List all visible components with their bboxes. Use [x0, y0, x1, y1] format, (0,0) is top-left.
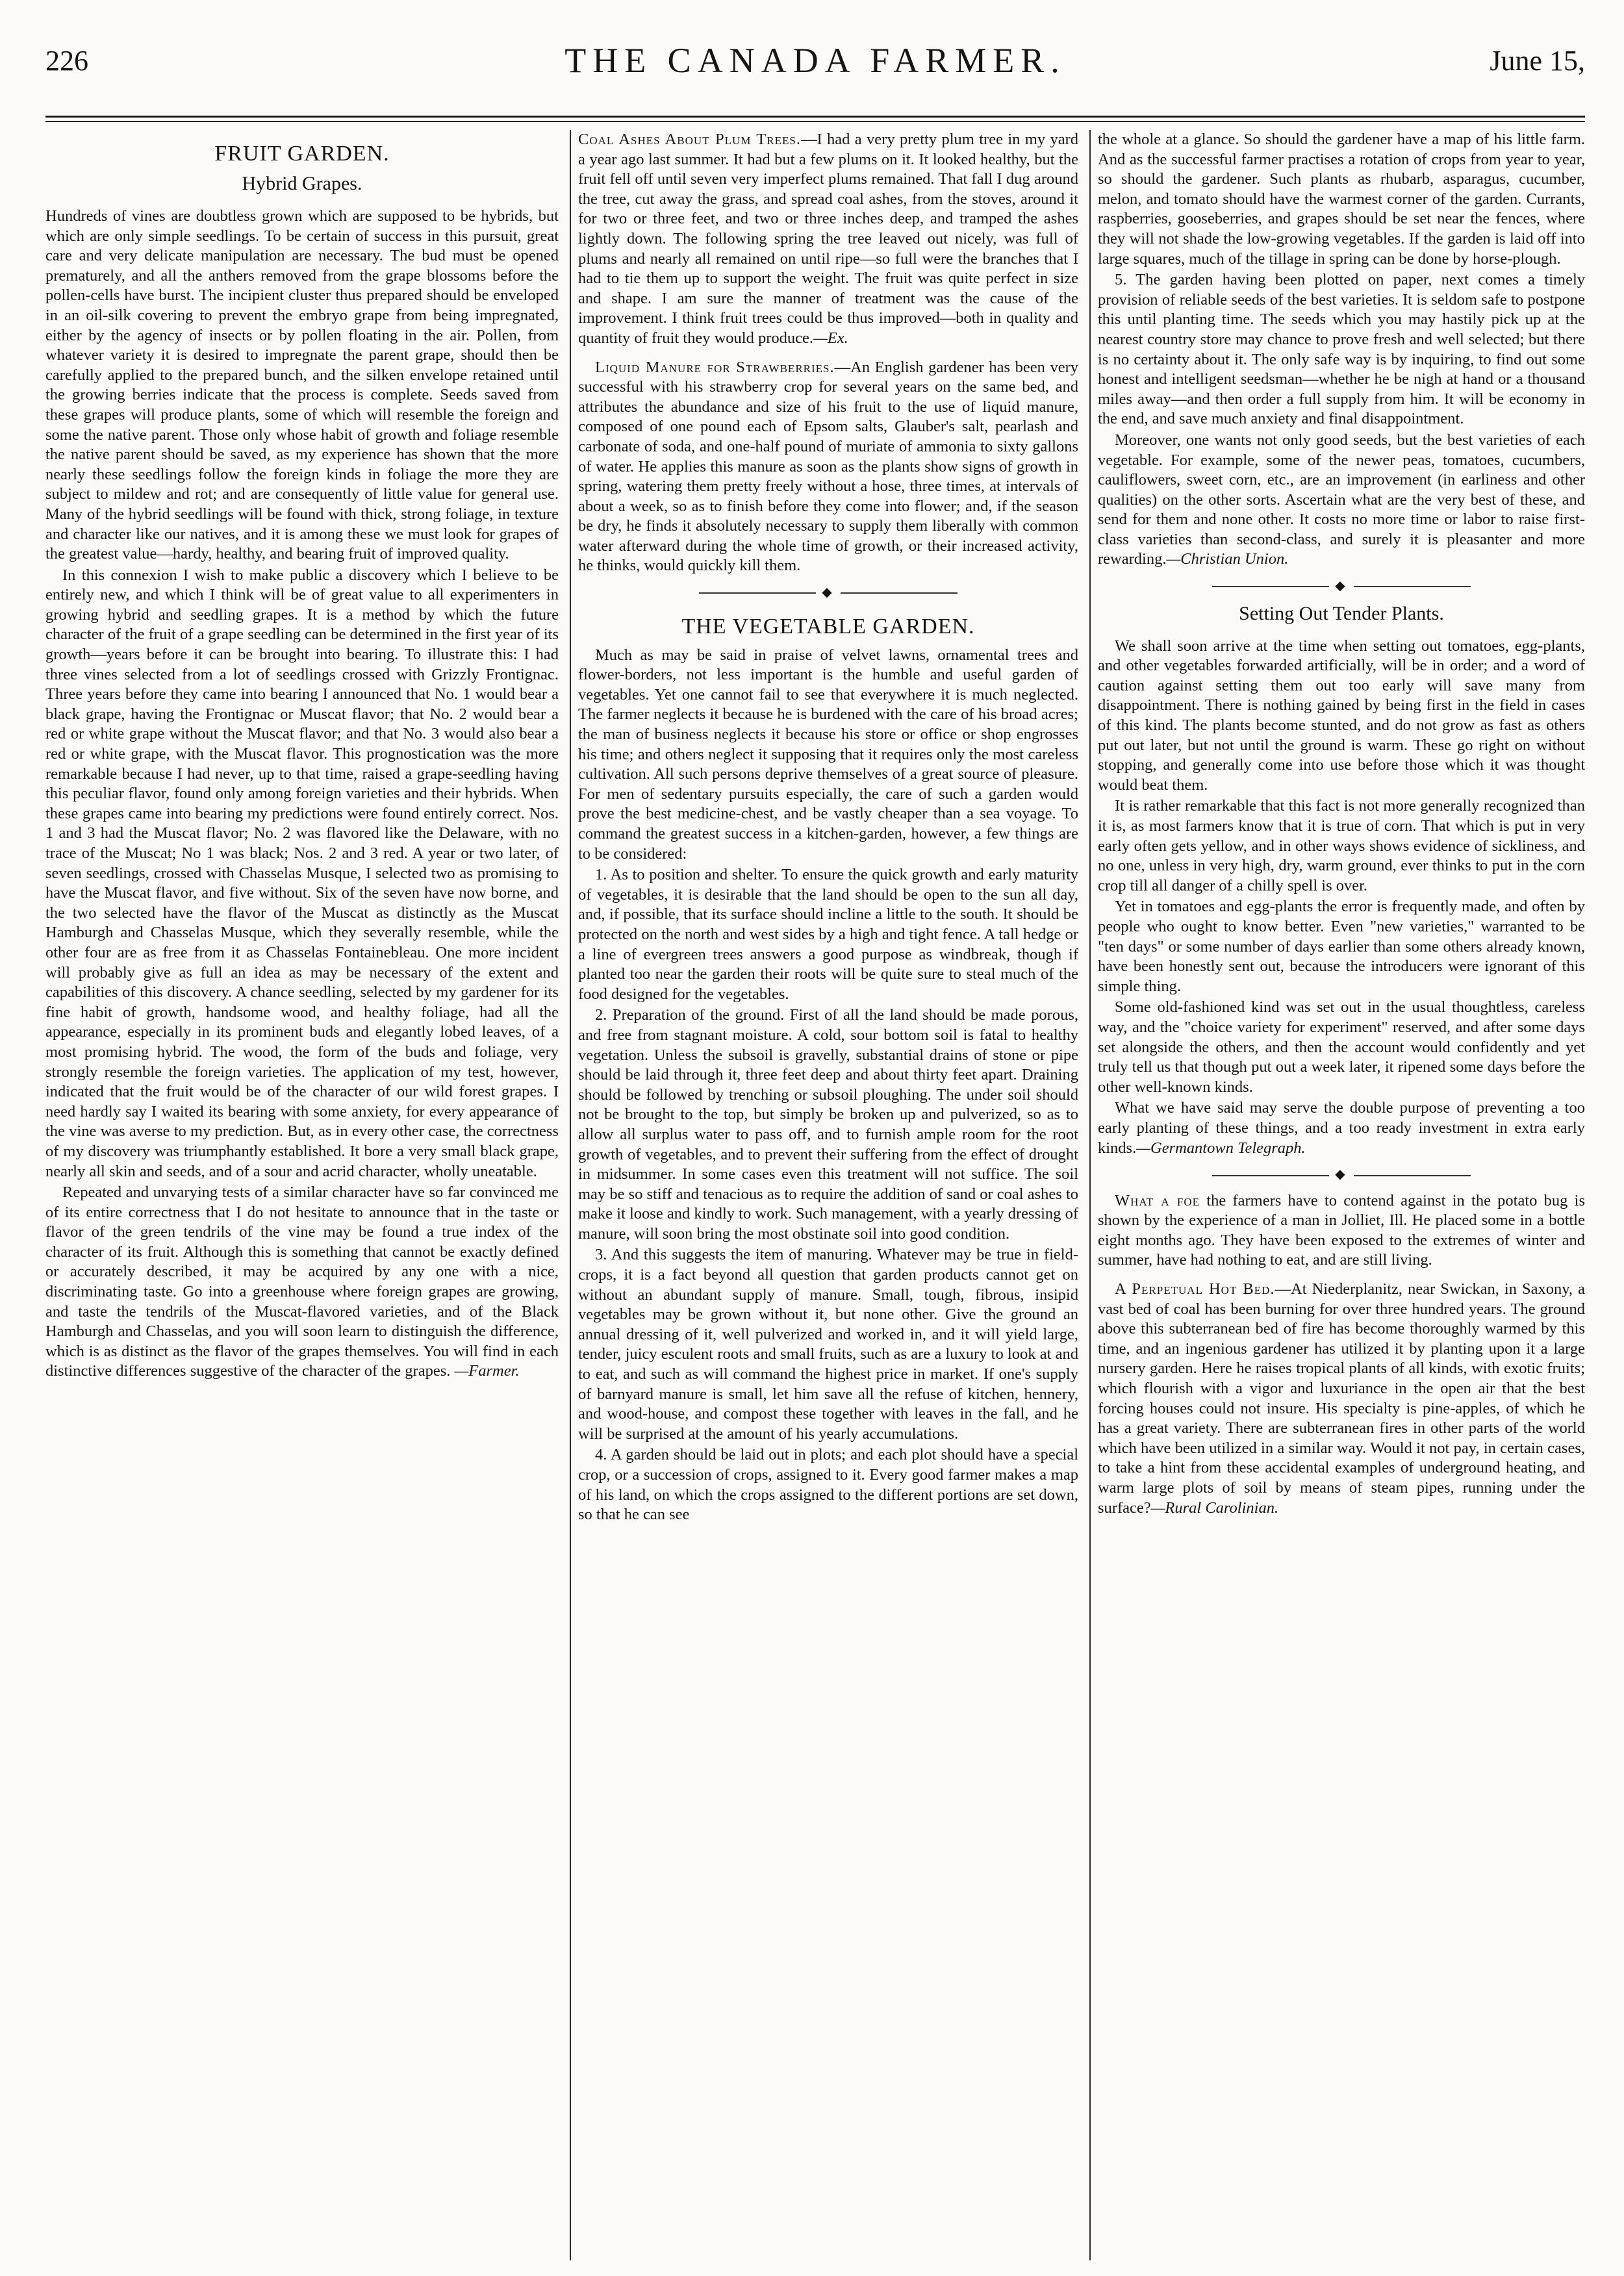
- article-paragraph: [1098, 431, 1585, 570]
- item-text: —An English gardener has been very successful with his strawberry crop for several years on the same bed, and attributes the abundance and size of his fruit to the use of liquid manure, composed of one pound each of Epsom salts, Glauber's salt, pearlash and carbonate of soda, and one-half pound of muriate of ammonia to sixty gallons of water. He applies this manure as soon as the plants show signs of growth in spring, watering them pretty freely without a hose, three times, at intervals of about a week, so as to finish before they come into flower; and, if the season be dry, he finds it absolutely necessary to supply them liberally with common water afterward during the whole time of growth, or their increased activity, he thinks, would quickly kill them.: [578, 358, 1078, 575]
- column-rule: [570, 130, 571, 2260]
- item-text: —I had a very pretty plum tree in my yard a year ago last summer. It had but a few plums on it. It looked healthy, but the fruit fell off until seven very imperfect plums remained. That fall I dug around the tree, cut away the grass, and spread coal ashes, from the stoves, around it for two or three feet, and two or three inches deep, and tramped the ashes lightly down. The following spring the tree leaved out nicely, was full of plums and nearly all remained on until ripe—so full were the branches that I had to tie them up to support the weight. The fruit was quite perfect in size and shape. I am sure the manner of treatment was the cause of the improvement. I think fruit trees could be thus improved—both in quality and quantity of fruit they would produce.: [578, 131, 1078, 347]
- article-paragraph: It is rather remarkable that this fact is not more generally recognized than it is, as most farmers know that it is true of corn. That which is put in very early often gets yellow, and in other ways shows evidence of sickliness, and no one, unless in very high, dry, warm ground, ever thinks to put in the corn crop till all danger of a chilly spell is over.: [1098, 797, 1585, 894]
- item-heading: What a foe: [1115, 1191, 1200, 1209]
- article-title-tender-plants: Setting Out Tender Plants.: [1239, 602, 1444, 624]
- article-paragraph: Much as may be said in praise of velvet lawns, ornamental trees and flower-borders, not less important is the humble and useful garden of vegetables. Yet one cannot fail to see that everywhere it is much neglected. The farmer neglects it because he is burdened with the care of his broad acres; the man of business neglects it because his store or office or shop engrosses his time; and others neglect it supposing that it requires only the most careless cultivation. All such persons deprive themselves of a great source of pleasure. For men of sedentary pursuits especially, the care of such a garden would prove the best medicine-chest, and be vastly cheaper than a sea voyage. To command the greatest success in a kitchen-garden, however, a few things are to be considered:: [578, 646, 1078, 863]
- article-paragraph: [1098, 1098, 1585, 1158]
- column-3: [1098, 130, 1585, 2267]
- page-header: [45, 40, 1585, 99]
- section-separator: ◆: [1098, 1165, 1585, 1185]
- article-paragraph: 1. As to position and shelter. To ensure the quick growth and early maturity of vegetables, it is desirable that the land should be open to the sun all day, and, if possible, that its surface should incline a little to the south. It should be protected on the north and west sides by a high and tight fence. A tall hedge or a line of evergreen trees answers a good purpose as windbreak, though if planted too near the garden their roots will be quite sure to steal much of the food designed for the vegetables.: [578, 866, 1078, 1003]
- item-text: the farmers have to contend against in the potato bug is shown by the experience of a man in Jolliet, Ill. He placed some in a bottle eight months ago. They have been exposed to the extremes of winter and summer, have had nothing to eat, and are still living.: [1098, 1191, 1585, 1269]
- article-paragraph: Hundreds of vines are doubtless grown which are supposed to be hybrids, but which are only simple seedlings. To be certain of success in this pursuit, great care and very delicate manipulation are necessary. The bud must be opened prematurely, and all the anthers removed from the grape blossoms before the pollen-cells have burst. The incipient cluster thus prepared should be enveloped in an oil-silk covering to prevent the embryo grape from being impregnated, either by the agency of insects or by pollen floating in the air. Pollen, from whatever variety it is desired to impregnate the parent grape, should then be carefully applied to the prepared bunch, and the silken envelope retained until the growing berries indicate that the process is complete. Seeds saved from these grapes will produce plants, some of which will resemble the foreign and some the native parent. Those only whose habit of growth and foliage resemble the native parent should be saved, as my experience has shown that the more nearly these seedlings follow the foreign kinds in foliage the more they are subject to mildew and rot; and are consequently of little value for general use. Many of the hybrid seedlings will be found with thick, strong foliage, in texture and character like our natives, and it is among these we must look for grapes of the greatest value—hardy, healthy, and bearing fruit of improved quality.: [45, 207, 559, 563]
- article-paragraph: We shall soon arrive at the time when setting out tomatoes, egg-plants, and other vegetables forwarded artificially, will be in order; and a word of caution against setting them out too early will save many from disappointment. There is nothing gained by being first in the field in cases of this kind. The plants become stunted, and do not grow as fast as others put out later, but not until the ground is warm. These go right on without stopping, and generally come into use before those which it was thought would beat them.: [1098, 637, 1585, 794]
- news-item: [1098, 1191, 1585, 1271]
- article-paragraph: Yet in tomatoes and egg-plants the error is frequently made, and often by people who ought to know better. Even "new varieties," warranted to be "ten days" or some number of days earlier than some others already known, have been honestly sent out, because the introducers were ignorant of this simple thing.: [1098, 898, 1585, 995]
- article-title-hybrid-grapes: Hybrid Grapes.: [242, 173, 362, 194]
- header-rule: [45, 116, 1585, 118]
- header-rule-thin: [45, 121, 1585, 122]
- article-paragraph: [45, 1183, 559, 1382]
- item-heading: Coal Ashes About Plum Trees.: [578, 131, 801, 148]
- section-separator: ◆: [578, 583, 1078, 603]
- column-rule: [1089, 130, 1091, 2260]
- source-citation: —Christian Union.: [1166, 550, 1289, 568]
- section-title-fruit-garden: FRUIT GARDEN.: [214, 142, 390, 166]
- article-paragraph: Some old-fashioned kind was set out in the usual thoughtless, careless way, and the "choice variety for experiment" reserved, and after some days set alongside the others, and then the account would confidently and yet truly tell us that though put out a week later, it ripened some days before the other well-known kinds.: [1098, 998, 1585, 1096]
- paragraph-text: What we have said may serve the double purpose of preventing a too early planting of these things, and a too ready investment in extra early kinds.: [1098, 1099, 1585, 1157]
- source-citation: —Farmer.: [454, 1362, 520, 1380]
- source-citation: —Germantown Telegraph.: [1136, 1139, 1306, 1157]
- item-heading: Liquid Manure for Strawberries.: [595, 358, 835, 376]
- item-text: —At Niederplanitz, near Swickan, in Saxony, a vast bed of coal has been burning for over three hundred years. The ground above this subterranean bed of fire has become thoroughly warmed by this time, and an ingenious gardener has utilized it by planting upon it a large nursery garden. Here he raises tropical plants of all kinds, with exotic fruits; which flourish with a vigor and luxuriance in the open air that the best forcing houses could not insure. His specialty is pine-apples, of which he has a great variety. There are subterranean fires in other parts of the world which have been utilized in a similar way. Would it not pay, in certain cases, to take a hint from these accidental examples of underground heating, and warm large plots of soil by means of steam pipes, running under the surface?: [1098, 1280, 1585, 1517]
- source-citation: —Rural Carolinian.: [1150, 1498, 1279, 1517]
- item-heading: A Perpetual Hot Bed.: [1115, 1280, 1275, 1298]
- paragraph-text: Repeated and unvarying tests of a similar character have so far convinced me of its entire correctness that I do not hesitate to announce that in the taste or flavor of the green tendrils of the vine may be found a true index of the character of its fruit. Although this is something that cannot be exactly defined or accurately described, it may be acquired by any one with a nice, discriminating taste. Go into a greenhouse where foreign grapes are growing, and taste the tendrils of the Muscat-flavored varieties, and of the Black Hamburgh and Chasselas, and you will soon learn to distinguish the difference, which is as distinct as the flavor of the grapes themselves. You will find in each distinctive differences suggestive of the character of the grapes.: [45, 1183, 559, 1380]
- article-paragraph: 3. And this suggests the item of manuring. Whatever may be true in field-crops, it is a fact beyond all question that garden products cannot get on without an abundant supply of manure. Small, tough, fibrous, insipid vegetables may be grown without it, but none other. Give the ground an annual dressing of it, well pulverized and worked in, and it will yield large, tender, juicy esculent roots and small fruits, such as are a luxury to look at and to eat, and such as will command the highest price in market. If one's supply of barnyard manure is small, let him save all the refuse of kitchen, hennery, and wood-house, and compost these together with leaves in the fall, and he will be surprised at the amount of his yearly accumulations.: [578, 1246, 1078, 1443]
- section-title-vegetable-garden: THE VEGETABLE GARDEN.: [681, 614, 975, 639]
- article-paragraph: 2. Preparation of the ground. First of all the land should be made porous, and free from stagnant moisture. A cold, sour bottom soil is fatal to healthy vegetation. Unless the subsoil is gravelly, substantial drains of stone or pipe should be laid through it, three feet deep and about thirty feet apart. Draining should be followed by trenching or subsoil ploughing. The under soil should not be brought to the top, but simply be broken up and pulverized, so as to allow all surplus water to pass off, and to furnish ample room for the root growth of vegetables, and to prevent their suffering from the effect of drought in midsummer. In some cases even this treatment will not suffice. The soil may be so stiff and tenacious as to require the addition of sand or coal ashes to make it loose and kindly to work. Such management, with a yearly dressing of manure, will soon bring the most obstinate soil into good condition.: [578, 1006, 1078, 1243]
- article-paragraph: 5. The garden having been plotted on paper, next comes a timely provision of reliable seeds of the best varieties. It is seldom safe to postpone this until planting time. The seeds which you may hastily pick up at the nearest country store may chance to prove fresh and well selected; but there is no certainty about it. The only safe way is by inquiring, to find out some honest and intelligent seedsman—whether he be nigh at hand or a thousand miles away—and then order a full supply from him. It will be economy in the end, and save much anxiety and final disappointment.: [1098, 271, 1585, 428]
- column-1: [45, 130, 559, 2267]
- article-paragraph: In this connexion I wish to make public a discovery which I believe to be entirely new, and which I think will be of great value to all experimenters in growing hybrid and seedling grapes. It is a method by which the future character of the fruit of a grape seedling can be determined in the first year of its growth—years before it can be brought into bearing. To illustrate this: I had three vines selected from a lot of seedlings crossed with Grizzly Frontignac. Three years before they came into bearing I announced that No. 1 would bear a black grape, having the Frontignac or Muscat flavor; that No. 2 would bear a red or white grape without the Muscat flavor; and that No. 3 would also bear a red or white grape, with the Muscat flavor. This prognostication was the more remarkable because I had never, up to that time, raised a grape-seedling having this peculiar flavor, found only among foreign varieties and their hybrids. When these grapes came into bearing my predictions were found entirely correct. Nos. 1 and 3 had the Muscat flavor; No. 2 was flavored like the Delaware, with no trace of the Muscat; No 1 was black; Nos. 2 and 3 red. A year or two later, of seven seedlings, crossed with Chasselas Musque, I selected two as promising to have the Muscat flavor, and five without. Six of the seven have now borne, and the two selected have the flavor of the Muscat as distinctly as the Muscat Hamburgh and Chasselas Musque, which they severally resemble, while the other four are as free from it as Chasselas Fontainebleau. One more incident will probably give as full an idea as may be necessary of the extent and capabilities of this discovery. A chance seedling, selected by my gardener for its fine habit of growth, handsome wood, and healthy foliage, had all the appearance, especially in its prominent buds and elegantly lobed leaves, of a most promising hybrid. The wood, the form of the buds and foliage, very strongly resemble the foreign varieties. The application of my test, however, indicated that the fruit would be of the character of our wild forest grapes. I need hardly say I waited its bearing with some anxiety, for every appearance of the vine was averse to my prediction. But, as in every other case, the correctness of my discovery was triumphantly established. It bore a very small black grape, nearly all skin and seeds, and of a sour and acrid character, wholly uneatable.: [45, 566, 559, 1180]
- column-2: [578, 130, 1078, 2267]
- article-paragraph: the whole at a glance. So should the gardener have a map of his little farm. And as the successful farmer practises a rotation of crops from year to year, so should the gardener. Such plants as rhubarb, asparagus, cucumber, melon, and tomato should have the warmest corner of the garden. Currants, raspberries, gooseberries, and grapes should be set near the fences, where they will not shade the low-growing vegetables. If the garden is laid off into large squares, much of the tillage in spring can be done by horse-plough.: [1098, 131, 1585, 268]
- article-paragraph: 4. A garden should be laid out in plots; and each plot should have a special crop, or a succession of crops, assigned to it. Every good farmer makes a map of his land, on which the crops assigned to the different portions are set down, so that he can see: [578, 1446, 1078, 1524]
- page-number: 226: [45, 45, 88, 77]
- news-item: [1098, 1280, 1585, 1518]
- masthead-title: THE CANADA FARMER.: [565, 41, 1066, 80]
- paragraph-text: Moreover, one wants not only good seeds, but the best varieties of each vegetable. For example, some of the newer peas, tomatoes, cucumbers, cauliflowers, sweet corn, etc., are an improvement (in earliness and other qualities) on the other sorts. Ascertain what are the very best of these, and send for them and none other. It costs no more time or labor to raise first-class varieties than second-class, and surely it is pleasanter and more rewarding.: [1098, 431, 1585, 568]
- section-separator: ◆: [1098, 576, 1585, 596]
- issue-date: June 15,: [1490, 45, 1585, 77]
- source-citation: —Ex.: [813, 329, 848, 347]
- news-item: [578, 130, 1078, 349]
- news-item: [578, 358, 1078, 577]
